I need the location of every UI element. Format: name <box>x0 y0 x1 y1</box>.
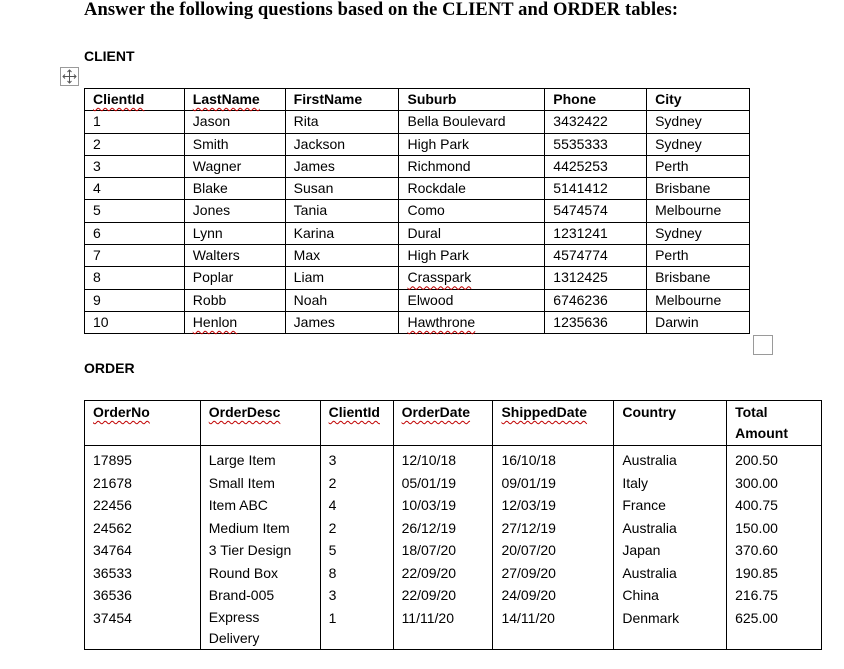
table-cell: Hawthrone <box>399 311 545 333</box>
table-cell: Liam <box>285 267 399 289</box>
table-cell: High Park <box>399 133 545 155</box>
table-cell: 9 <box>85 289 185 311</box>
table-cell: 37454 <box>85 607 201 650</box>
table-cell: 24/09/20 <box>493 584 614 607</box>
table-cell: 18/07/20 <box>393 539 493 562</box>
table-cell: Perth <box>647 155 750 177</box>
table-cell: 625.00 <box>727 607 822 650</box>
table-row <box>85 111 750 133</box>
table-cell: 16/10/18 <box>493 449 614 472</box>
table-cell: Poplar <box>184 267 285 289</box>
table-cell: Darwin <box>647 311 750 333</box>
table-cell: Blake <box>184 178 285 200</box>
table-row <box>85 245 750 267</box>
table-resize-handle[interactable] <box>753 335 773 355</box>
table-cell: Small Item <box>200 472 320 495</box>
table-cell: 2 <box>320 472 393 495</box>
table-row <box>85 584 822 607</box>
table-cell: 12/03/19 <box>493 494 614 517</box>
table-cell: 2 <box>85 133 185 155</box>
table-cell: 27/09/20 <box>493 562 614 585</box>
table-cell: 5141412 <box>545 178 647 200</box>
table-cell: 20/07/20 <box>493 539 614 562</box>
table-row <box>85 178 750 200</box>
table-row <box>85 267 750 289</box>
table-cell: Sydney <box>647 111 750 133</box>
table-cell: 21678 <box>85 472 201 495</box>
table-cell: 12/10/18 <box>393 449 493 472</box>
table-cell: 370.60 <box>727 539 822 562</box>
table-cell: 400.75 <box>727 494 822 517</box>
client-header-cell: FirstName <box>285 89 399 111</box>
table-cell: Karina <box>285 222 399 244</box>
table-row <box>85 449 822 472</box>
table-cell: Australia <box>614 517 727 540</box>
table-cell: Wagner <box>184 155 285 177</box>
table-cell: 5 <box>320 539 393 562</box>
table-cell: Como <box>399 200 545 222</box>
order-header-cell: OrderNo <box>85 401 201 446</box>
client-header-row <box>85 89 750 111</box>
table-cell: Noah <box>285 289 399 311</box>
table-cell: 6 <box>85 222 185 244</box>
table-cell: Crasspark <box>399 267 545 289</box>
table-row <box>85 494 822 517</box>
table-cell: 1235636 <box>545 311 647 333</box>
table-cell: 6746236 <box>545 289 647 311</box>
table-cell: 36536 <box>85 584 201 607</box>
table-cell: Large Item <box>200 449 320 472</box>
client-header-cell: City <box>647 89 750 111</box>
client-header-cell: ClientId <box>85 89 185 111</box>
table-cell: 216.75 <box>727 584 822 607</box>
table-cell: 4 <box>320 494 393 517</box>
table-cell: 150.00 <box>727 517 822 540</box>
table-cell: 34764 <box>85 539 201 562</box>
table-cell: Denmark <box>614 607 727 650</box>
table-cell: 10/03/19 <box>393 494 493 517</box>
table-cell: Brisbane <box>647 267 750 289</box>
table-row <box>85 607 822 650</box>
table-row <box>85 200 750 222</box>
table-row <box>85 311 750 333</box>
table-cell: Rita <box>285 111 399 133</box>
order-header-cell: Total Amount <box>727 401 822 446</box>
table-cell: 200.50 <box>727 449 822 472</box>
table-row <box>85 472 822 495</box>
table-cell: Richmond <box>399 155 545 177</box>
table-cell: Smith <box>184 133 285 155</box>
table-cell: Bella Boulevard <box>399 111 545 133</box>
client-table <box>84 88 750 334</box>
table-cell: 3 Tier Design <box>200 539 320 562</box>
table-cell: Perth <box>647 245 750 267</box>
table-cell: 8 <box>320 562 393 585</box>
table-row <box>85 517 822 540</box>
order-header-cell: ShippedDate <box>493 401 614 446</box>
table-cell: 22456 <box>85 494 201 517</box>
order-header-cell: Country <box>614 401 727 446</box>
table-cell: Max <box>285 245 399 267</box>
table-cell: Melbourne <box>647 289 750 311</box>
table-cell: Rockdale <box>399 178 545 200</box>
table-cell: Jason <box>184 111 285 133</box>
table-cell: 3 <box>85 155 185 177</box>
table-cell: Australia <box>614 562 727 585</box>
table-row <box>85 539 822 562</box>
table-cell: Tania <box>285 200 399 222</box>
table-cell: 26/12/19 <box>393 517 493 540</box>
table-cell: 4574774 <box>545 245 647 267</box>
order-header-cell: OrderDate <box>393 401 493 446</box>
table-cell: Jones <box>184 200 285 222</box>
table-cell: 5535333 <box>545 133 647 155</box>
table-cell: 4 <box>85 178 185 200</box>
table-cell: 22/09/20 <box>393 584 493 607</box>
question-heading: Answer the following questions based on the CLIENT and ORDER tables: <box>84 0 679 20</box>
table-cell: China <box>614 584 727 607</box>
table-cell: 22/09/20 <box>393 562 493 585</box>
table-cell: 3 <box>320 584 393 607</box>
order-table-caption: ORDER <box>84 360 135 376</box>
table-cell: Italy <box>614 472 727 495</box>
table-cell: 300.00 <box>727 472 822 495</box>
order-header-cell: ClientId <box>320 401 393 446</box>
table-cell: James <box>285 311 399 333</box>
table-row <box>85 562 822 585</box>
table-cell: 36533 <box>85 562 201 585</box>
table-cell: High Park <box>399 245 545 267</box>
table-cell: 5 <box>85 200 185 222</box>
table-cell: 14/11/20 <box>493 607 614 650</box>
table-cell: Dural <box>399 222 545 244</box>
table-cell: Round Box <box>200 562 320 585</box>
table-cell: Japan <box>614 539 727 562</box>
table-cell: 1231241 <box>545 222 647 244</box>
table-cell: Elwood <box>399 289 545 311</box>
table-cell: 3 <box>320 449 393 472</box>
table-cell: 09/01/19 <box>493 472 614 495</box>
table-cell: Susan <box>285 178 399 200</box>
order-header-row <box>85 401 822 446</box>
table-cell: Robb <box>184 289 285 311</box>
table-cell: Sydney <box>647 222 750 244</box>
client-header-cell: LastName <box>184 89 285 111</box>
table-cell: Brisbane <box>647 178 750 200</box>
table-cell: 7 <box>85 245 185 267</box>
table-cell: Henlon <box>184 311 285 333</box>
table-cell: Brand-005 <box>200 584 320 607</box>
table-cell: Melbourne <box>647 200 750 222</box>
table-cell: Australia <box>614 449 727 472</box>
table-cell: France <box>614 494 727 517</box>
move-cross-icon[interactable] <box>60 67 79 86</box>
table-row <box>85 133 750 155</box>
table-cell: 5474574 <box>545 200 647 222</box>
table-cell: Walters <box>184 245 285 267</box>
table-cell: 1312425 <box>545 267 647 289</box>
table-cell: Sydney <box>647 133 750 155</box>
order-header-cell: OrderDesc <box>200 401 320 446</box>
client-table-caption: CLIENT <box>84 48 135 64</box>
table-cell: 24562 <box>85 517 201 540</box>
client-header-cell: Suburb <box>399 89 545 111</box>
table-row <box>85 222 750 244</box>
table-cell: Express Delivery <box>200 607 320 650</box>
table-cell: 05/01/19 <box>393 472 493 495</box>
table-cell: James <box>285 155 399 177</box>
table-cell: Medium Item <box>200 517 320 540</box>
table-cell: 4425253 <box>545 155 647 177</box>
table-cell: 3432422 <box>545 111 647 133</box>
table-cell: 17895 <box>85 449 201 472</box>
table-row <box>85 289 750 311</box>
client-header-cell: Phone <box>545 89 647 111</box>
table-cell: Lynn <box>184 222 285 244</box>
table-cell: 8 <box>85 267 185 289</box>
table-row <box>85 155 750 177</box>
table-cell: 1 <box>85 111 185 133</box>
table-cell: Jackson <box>285 133 399 155</box>
table-cell: Item ABC <box>200 494 320 517</box>
table-cell: 11/11/20 <box>393 607 493 650</box>
table-cell: 2 <box>320 517 393 540</box>
table-cell: 190.85 <box>727 562 822 585</box>
order-table <box>84 400 822 650</box>
table-cell: 1 <box>320 607 393 650</box>
table-cell: 10 <box>85 311 185 333</box>
table-cell: 27/12/19 <box>493 517 614 540</box>
